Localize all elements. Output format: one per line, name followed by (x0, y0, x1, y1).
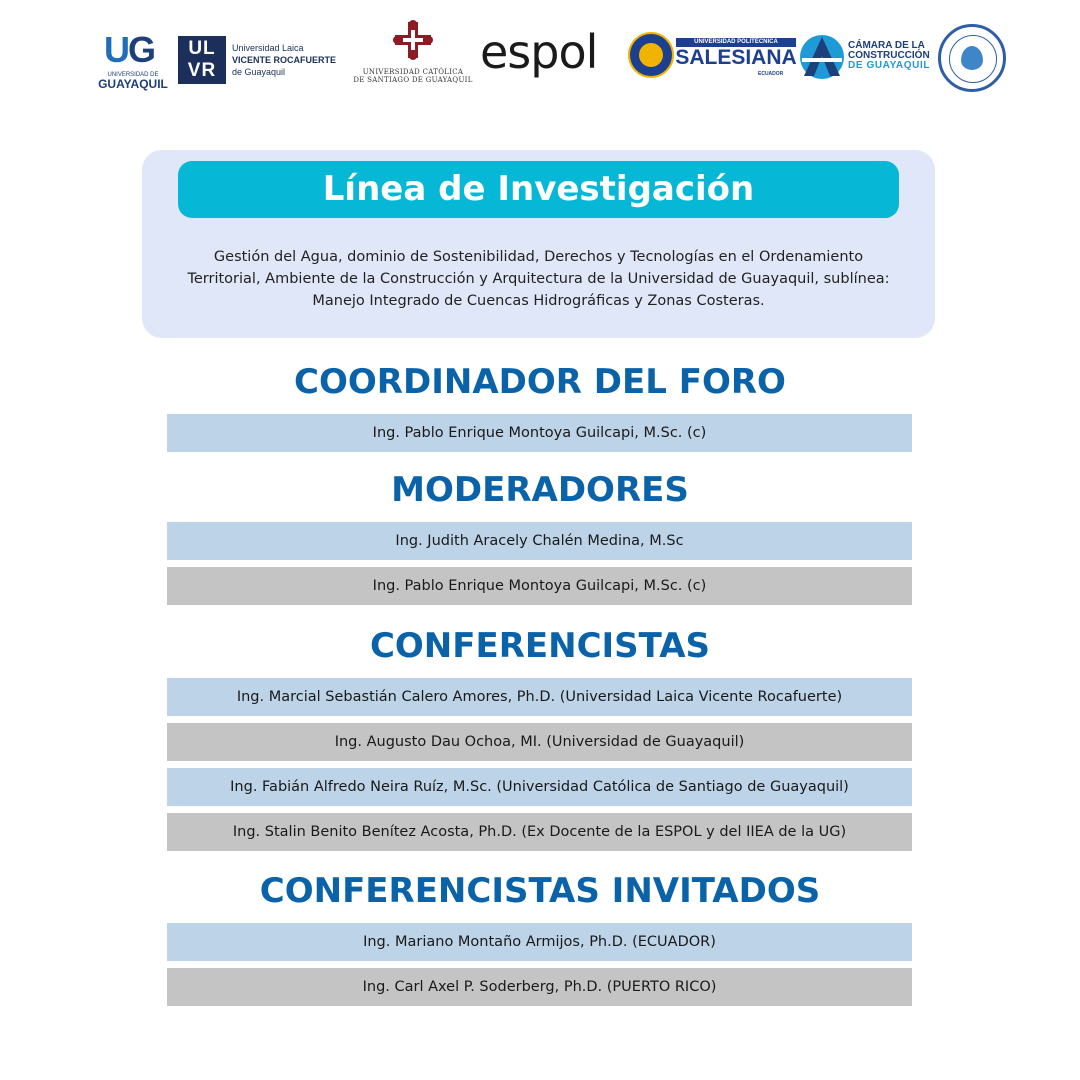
ulvr-text-line1: Universidad Laica (232, 43, 304, 53)
guest-speaker-row: Ing. Carl Axel P. Soderberg, Ph.D. (PUERTO RICO) (167, 968, 912, 1006)
ug-mark-u: U (104, 29, 128, 70)
espol-logo-text: espol (480, 25, 598, 79)
coordinator-row: Ing. Pablo Enrique Montoya Guilcapi, M.Sc. (c) (167, 414, 912, 452)
logo-strip (96, 18, 1014, 98)
ulvr-box-line2: VR (187, 60, 217, 81)
ulvr-logo-text (232, 42, 354, 78)
ulvr-text-line2: VICENTE ROCAFUERTE (232, 55, 337, 65)
salesiana-line3: ECUADOR (758, 71, 784, 77)
moderator-row: Ing. Pablo Enrique Montoya Guilcapi, M.Sc. (c) (167, 567, 912, 605)
iiea-logo (938, 18, 1008, 98)
ug-logo-line2: GUAYAQUIL (98, 77, 168, 91)
salesiana-line1: UNIVERSIDAD POLITÉCNICA (676, 38, 796, 47)
speakers-section-title: CONFERENCISTAS (369, 626, 711, 666)
research-line-description: Gestión del Agua, dominio de Sostenibilidad, Derechos y Tecnologías en el Ordenamiento Territorial, Ambiente de la Construcción y Arquitectura de la Universidad de Guayaquil, sublínea: Manejo Integrado de Cuencas Hidrográficas y Zonas Costeras. (187, 249, 890, 309)
universidad-de-guayaquil-logo (96, 18, 170, 98)
ug-logo-mark (104, 29, 155, 70)
speaker-row: Ing. Marcial Sebastián Calero Amores, Ph.D. (Universidad Laica Vicente Rocafuerte) (167, 678, 912, 716)
camara-construccion-logo (798, 18, 936, 98)
coordinator-section-title: COORDINADOR DEL FORO (294, 362, 786, 402)
guest-speakers-section-title: CONFERENCISTAS INVITADOS (259, 871, 821, 911)
ucsg-cross-icon (393, 20, 433, 60)
camara-mark-icon (798, 32, 846, 82)
moderators-section-title: MODERADORES (391, 470, 689, 510)
research-line-panel (142, 150, 935, 338)
salesiana-seal-icon (628, 32, 674, 78)
ulvr-text-line3: de Guayaquil (232, 67, 286, 77)
speaker-row: Ing. Augusto Dau Ochoa, MI. (Universidad de Guayaquil) (167, 723, 912, 761)
camara-logo-text (848, 41, 938, 71)
ug-logo-line1: UNIVERSIDAD DE (107, 72, 159, 78)
salesiana-line2: SALESIANA (675, 46, 797, 69)
ucsg-logo (346, 18, 480, 98)
espol-logo (480, 18, 630, 98)
ucsg-text-line1: UNIVERSIDAD CATÓLICA (362, 68, 464, 76)
speaker-row: Ing. Fabián Alfredo Neira Ruíz, M.Sc. (Universidad Católica de Santiago de Guayaquil) (167, 768, 912, 806)
salesiana-logo (628, 18, 798, 98)
iiea-seal-icon (938, 24, 1006, 92)
ucsg-logo-text (346, 68, 480, 84)
ulvr-logo-mark (178, 36, 226, 84)
camara-text-line1: CÁMARA DE LA (848, 40, 925, 51)
guest-speaker-row: Ing. Mariano Montaño Armijos, Ph.D. (ECUADOR) (167, 923, 912, 961)
ug-mark-g: G (128, 29, 155, 70)
ucsg-text-line2: DE SANTIAGO DE GUAYAQUIL (353, 76, 473, 84)
research-line-title: Línea de Investigación (178, 161, 899, 218)
camara-text-line3: DE GUAYAQUIL (848, 60, 931, 71)
ulvr-box-line1: UL (188, 38, 216, 59)
speaker-row: Ing. Stalin Benito Benítez Acosta, Ph.D. (Ex Docente de la ESPOL y del IIEA de la UG) (167, 813, 912, 851)
moderator-row: Ing. Judith Aracely Chalén Medina, M.Sc (167, 522, 912, 560)
ulvr-logo (178, 18, 352, 98)
camara-text-line2: CONSTRUCCIÓN (848, 50, 930, 61)
